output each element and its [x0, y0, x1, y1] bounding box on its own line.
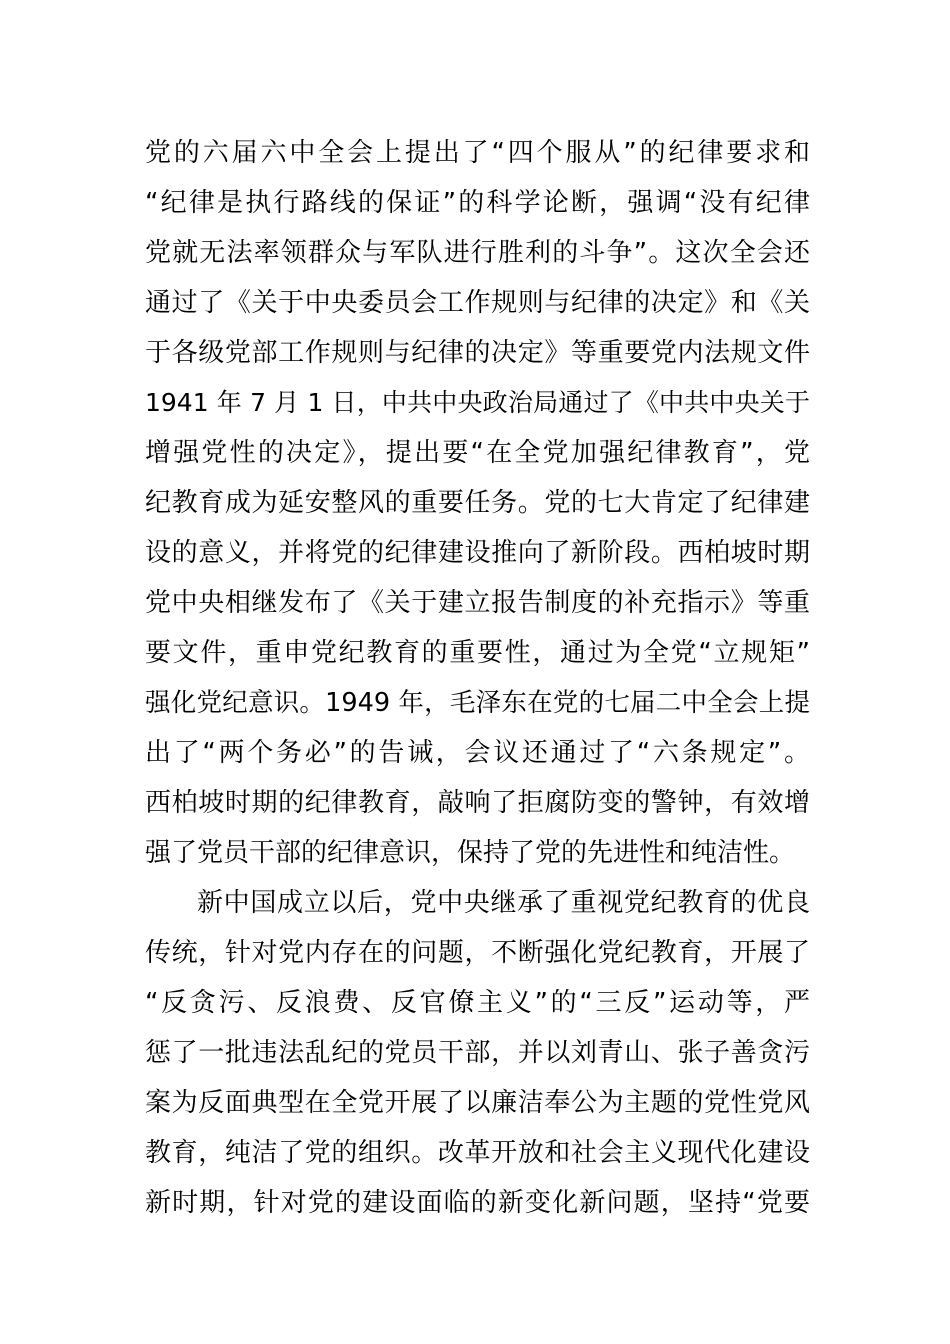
text-line: 设的意义，并将党的纪律建设推向了新阶段。西柏坡时期	[145, 538, 810, 568]
text-line: 出了“两个务必”的告诫，会议还通过了“六条规定”。	[145, 738, 810, 768]
text-line: “纪律是执行路线的保证”的科学论断，强调“没有纪律	[145, 188, 810, 218]
text-line: 强化党纪意识。1949 年，毛泽东在党的七届二中全会上提	[145, 688, 810, 718]
text-line: 强了党员干部的纪律意识，保持了党的先进性和纯洁性。	[145, 838, 796, 868]
text-line: 通过了《关于中央委员会工作规则与纪律的决定》和《关	[145, 288, 810, 318]
text-line: 新中国成立以后，党中央继承了重视党纪教育的优良	[197, 888, 810, 918]
text-line: 教育，纯洁了党的组织。改革开放和社会主义现代化建设	[145, 1138, 810, 1168]
text-line: 党就无法率领群众与军队进行胜利的斗争”。这次全会还	[145, 238, 810, 268]
text-line: 要文件，重申党纪教育的重要性，通过为全党“立规矩”	[145, 638, 810, 668]
text-line: 党的六届六中全会上提出了“四个服从”的纪律要求和	[145, 138, 810, 168]
text-line: 1941 年 7 月 1 日，中共中央政治局通过了《中共中央关于	[145, 388, 810, 417]
text-line: 增强党性的决定》，提出要“在全党加强纪律教育”，党	[145, 438, 810, 468]
text-line: 纪教育成为延安整风的重要任务。党的七大肯定了纪律建	[145, 488, 810, 518]
text-line: 传统，针对党内存在的问题，不断强化党纪教育，开展了	[145, 938, 810, 968]
document-body	[145, 128, 810, 1228]
text-line: 新时期，针对党的建设面临的新变化新问题，坚持“党要	[145, 1188, 810, 1218]
text-line: 西柏坡时期的纪律教育，敲响了拒腐防变的警钟，有效增	[145, 788, 810, 818]
text-line: “反贪污、反浪费、反官僚主义”的“三反”运动等，严	[145, 988, 810, 1018]
text-line: 惩了一批违法乱纪的党员干部，并以刘青山、张子善贪污	[145, 1038, 810, 1068]
text-line: 案为反面典型在全党开展了以廉洁奉公为主题的党性党风	[145, 1088, 810, 1118]
text-line: 于各级党部工作规则与纪律的决定》等重要党内法规文件	[145, 338, 810, 368]
text-line: 党中央相继发布了《关于建立报告制度的补充指示》等重	[145, 588, 810, 618]
